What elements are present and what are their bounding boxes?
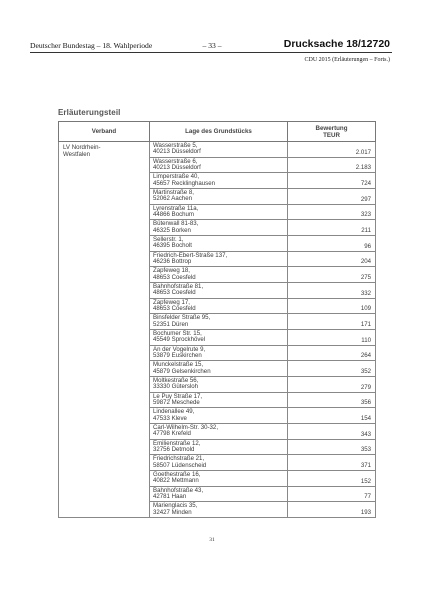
address-cell	[150, 392, 288, 408]
city-text: 58507 Lüdenscheid	[153, 461, 207, 469]
city-text: 46395 Bocholt	[153, 242, 192, 250]
city-text: 52062 Aachen	[153, 195, 192, 203]
city-text: 48653 Coesfeld	[153, 289, 196, 297]
address-cell	[150, 267, 288, 283]
address-cell	[150, 173, 288, 189]
valuation-cell: 96	[288, 236, 376, 252]
verband-label: LV Nordrhein-	[63, 144, 101, 151]
valuation-cell: 371	[288, 455, 376, 471]
valuation-cell: 343	[288, 424, 376, 440]
verband-cell	[59, 142, 150, 518]
street-text: Emilienstraße 12,	[153, 439, 201, 447]
valuation-cell: 109	[288, 298, 376, 314]
valuation-cell: 352	[288, 361, 376, 377]
street-text: Wasserstraße 6,	[153, 157, 198, 165]
city-text: 53879 Euskirchen	[153, 351, 202, 359]
address-cell	[150, 251, 288, 267]
address-cell	[150, 502, 288, 518]
street-text: Binsfelder Straße 95,	[153, 314, 211, 322]
street-text: Zapfeweg 17,	[153, 298, 190, 306]
address-cell	[150, 283, 288, 299]
address-cell	[150, 330, 288, 346]
street-text: Zapfeweg 18,	[153, 267, 190, 275]
address-cell	[150, 314, 288, 330]
column-header-lage: Lage des Grundstücks	[150, 122, 288, 142]
street-text: Le Puy Straße 17,	[153, 392, 203, 400]
city-text: 44866 Bochum	[153, 210, 194, 218]
valuation-cell: 264	[288, 345, 376, 361]
address-cell	[150, 471, 288, 487]
column-header-bewertung-label: Bewertung	[315, 124, 348, 132]
section-title: Erläuterungsteil	[58, 108, 121, 117]
verband-label: Westfalen	[63, 151, 90, 159]
address-cell	[150, 377, 288, 393]
city-text: 32756 Detmold	[153, 445, 195, 453]
valuation-cell: 323	[288, 204, 376, 220]
address-cell	[150, 455, 288, 471]
street-text: Bochumer Str. 15,	[153, 330, 202, 338]
valuation-cell: 724	[288, 173, 376, 189]
city-text: 40822 Mettmann	[153, 477, 199, 485]
valuation-cell: 353	[288, 439, 376, 455]
street-text: Carl-Wilhelm-Str. 30-32,	[153, 424, 219, 432]
address-cell	[150, 361, 288, 377]
address-cell	[150, 220, 288, 236]
header-page-number: – 33 –	[202, 41, 222, 50]
address-cell	[150, 142, 288, 158]
street-text: Bahnhofstraße 43,	[153, 486, 204, 494]
footer-page-number: 31	[209, 537, 215, 543]
valuation-cell: 193	[288, 502, 376, 518]
valuation-cell: 77	[288, 486, 376, 502]
street-text: Friedrich-Ebert-Straße 137,	[153, 251, 228, 259]
column-header-verband: Verband	[59, 122, 150, 142]
valuation-cell: 211	[288, 220, 376, 236]
valuation-cell: 154	[288, 408, 376, 424]
city-text: 48653 Coesfeld	[153, 273, 196, 281]
city-text: 47533 Kleve	[153, 414, 187, 422]
address-cell	[150, 486, 288, 502]
city-text: 45549 Sprockhövel	[153, 336, 206, 344]
address-cell	[150, 345, 288, 361]
address-cell	[150, 157, 288, 173]
street-text: Wasserstraße 5,	[153, 142, 198, 149]
column-header-unit: TEUR	[323, 131, 340, 139]
city-text: 46325 Borken	[153, 226, 191, 234]
column-header-bewertung	[288, 122, 376, 142]
street-text: An der Vogelrute 9,	[153, 345, 206, 353]
property-table	[58, 121, 376, 518]
address-cell	[150, 408, 288, 424]
valuation-cell: 297	[288, 189, 376, 205]
street-text: Limperstraße 40,	[153, 173, 200, 181]
city-text: 46236 Bottrop	[153, 257, 192, 265]
address-cell	[150, 189, 288, 205]
valuation-cell: 204	[288, 251, 376, 267]
street-text: Friedrichstraße 21,	[153, 455, 205, 463]
valuation-cell: 275	[288, 267, 376, 283]
address-cell	[150, 236, 288, 252]
street-text: Marienglacis 35,	[153, 502, 198, 510]
city-text: 47798 Krefeld	[153, 430, 191, 438]
street-text: Bütenwall 81-83,	[153, 220, 199, 228]
valuation-cell: 279	[288, 377, 376, 393]
street-text: Martinstraße 8,	[153, 189, 194, 197]
street-text: Bahnhofstraße 81,	[153, 283, 204, 291]
street-text: Moltkestraße 56,	[153, 377, 199, 385]
table-header-row	[59, 122, 376, 142]
valuation-cell: 356	[288, 392, 376, 408]
city-text: 59872 Meschede	[153, 398, 200, 406]
valuation-cell: 2.183	[288, 157, 376, 173]
address-cell	[150, 298, 288, 314]
city-text: 45657 Recklinghausen	[153, 179, 215, 187]
street-text: Goethestraße 16,	[153, 471, 201, 479]
street-text: Munckelstraße 15,	[153, 361, 204, 369]
city-text: 42781 Haan	[153, 492, 187, 500]
valuation-cell: 152	[288, 471, 376, 487]
street-text: Lyrenstraße 11a,	[153, 204, 199, 212]
valuation-cell: 332	[288, 283, 376, 299]
header-rule	[30, 52, 392, 53]
table-body	[59, 142, 376, 518]
header-publication: Deutscher Bundestag – 18. Wahlperiode	[30, 41, 153, 50]
header-document-number: Drucksache 18/12720	[283, 38, 390, 50]
city-text: 40213 Düsseldorf	[153, 163, 201, 171]
street-text: Lindenallee 49,	[153, 408, 195, 416]
header-subtitle: CDU 2015 (Erläuterungen – Forts.)	[304, 57, 390, 63]
address-cell	[150, 204, 288, 220]
valuation-cell: 2.017	[288, 142, 376, 158]
address-cell	[150, 424, 288, 440]
street-text: Sellerstr. 1,	[153, 236, 184, 244]
address-cell	[150, 439, 288, 455]
city-text: 32427 Minden	[153, 508, 192, 516]
valuation-cell: 171	[288, 314, 376, 330]
city-text: 52351 Düren	[153, 320, 189, 328]
city-text: 40213 Düsseldorf	[153, 148, 201, 156]
city-text: 33330 Gütersloh	[153, 383, 199, 391]
city-text: 48653 Coesfeld	[153, 304, 196, 312]
table-row	[59, 142, 376, 158]
valuation-cell: 110	[288, 330, 376, 346]
city-text: 45879 Gelsenkirchen	[153, 367, 211, 375]
